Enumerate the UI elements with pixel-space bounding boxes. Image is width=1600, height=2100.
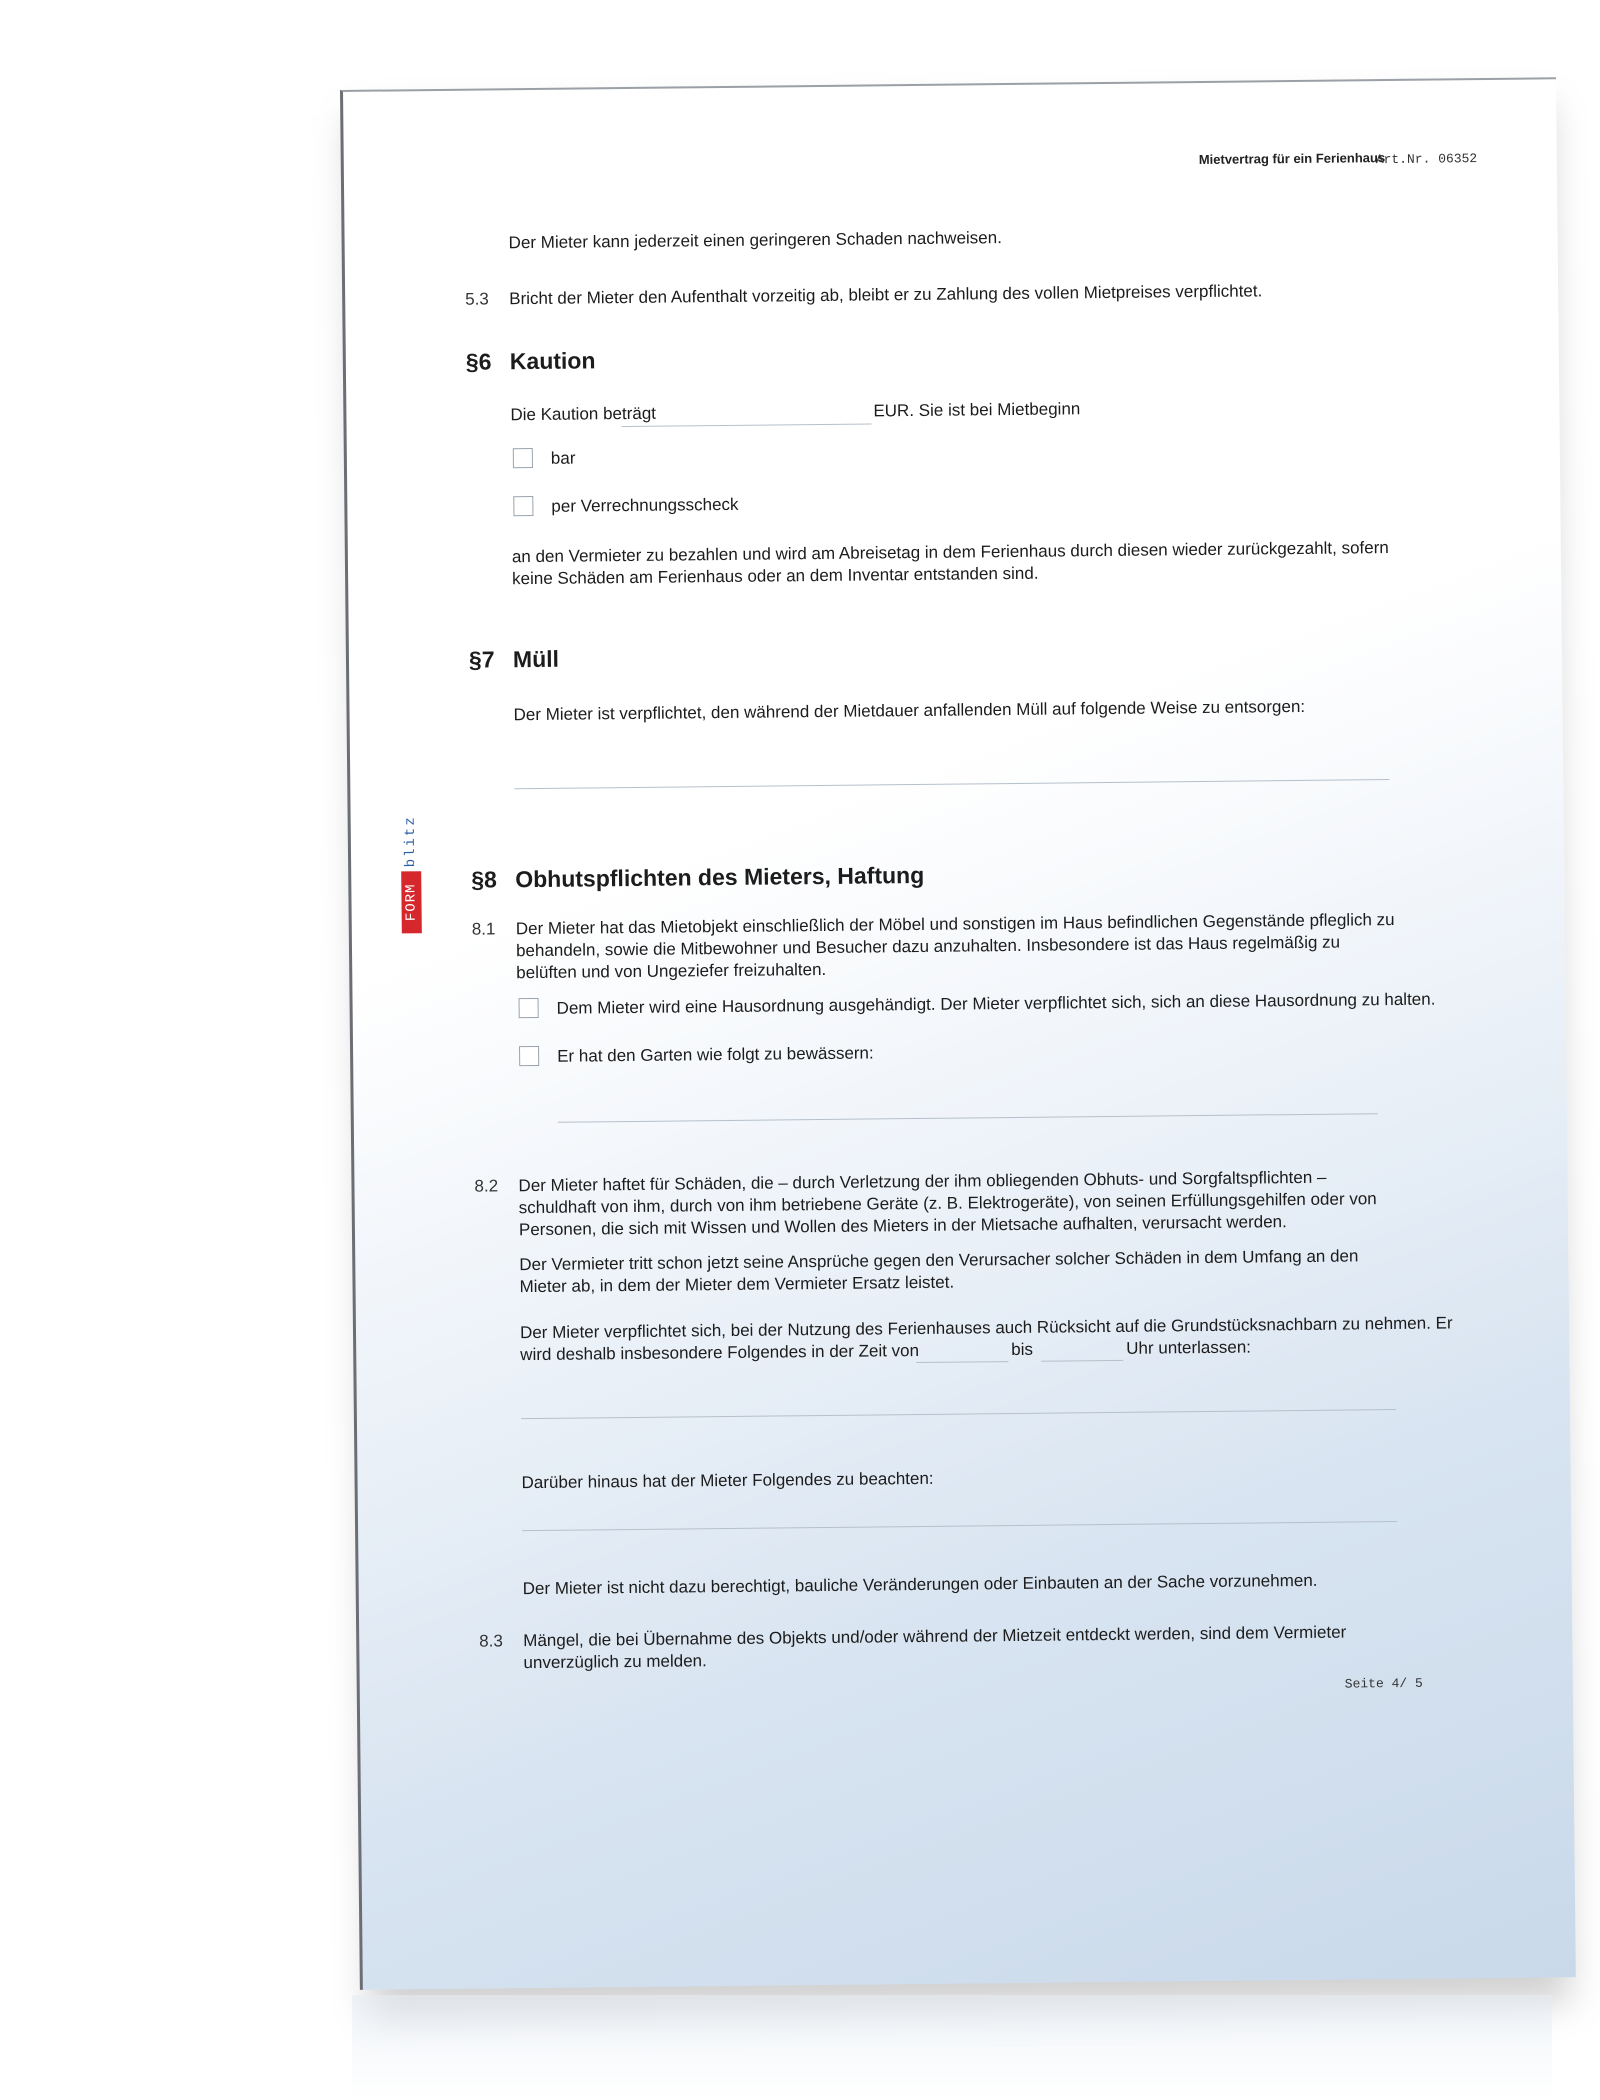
muell-paragraph: Der Mieter ist verpflichtet, den während der Mietdauer anfallenden Müll auf folgende Weise zu entsorgen:: [513, 696, 1306, 725]
document-title: Mietvertrag für ein Ferienhaus: [1198, 150, 1386, 168]
checkbox-hausordnung[interactable]: [519, 998, 539, 1018]
section-8-number: §8: [471, 866, 498, 893]
clause-5-3-text: Bricht der Mieter den Aufenthalt vorzeitig ab, bleibt er zu Zahlung des vollen Mietpreises verpflichtet.: [509, 281, 1263, 309]
clause-8-1-number: 8.1: [471, 919, 496, 939]
logo-text: [400, 781, 422, 933]
clause-8-1-text: Der Mieter hat das Mietobjekt einschließlich der Möbel und sonstigen im Haus befindlichen Gegenstände pfleglich zu behandeln, sowie die Mitbewohner und Besucher dazu anzuhalten. Insbesondere ist das Haus regelmäßig zu belüften und von Ungeziefer freizuhalten.: [515, 910, 1395, 983]
article-number: Art.Nr. 06352: [1375, 151, 1478, 168]
page-number: Seite 4/ 5: [1344, 1675, 1423, 1692]
logo-form: FORM: [403, 883, 420, 922]
option-scheck-label: per Verrechnungsscheck: [551, 494, 739, 516]
page-reflection: [352, 1995, 1552, 2100]
clause-8-2-number: 8.2: [474, 1176, 499, 1196]
clause-5-3-number: 5.3: [465, 289, 489, 309]
zu-beachten-label: Darüber hinaus hat der Mieter Folgendes zu beachten:: [521, 1468, 934, 1493]
section-6-number: §6: [465, 348, 492, 375]
logo-blitz: blitz: [402, 815, 420, 868]
clause-8-2-assignment: Der Vermieter tritt schon jetzt seine Ansprüche gegen den Verursacher solcher Schäden in dem Umfang an den Mieter ab, in dem der Mieter dem Vermieter Ersatz leistet.: [519, 1246, 1359, 1297]
beachten-entry-line[interactable]: [522, 1521, 1397, 1531]
garten-entry-line[interactable]: [558, 1113, 1378, 1123]
time-from-field[interactable]: [916, 1361, 1008, 1363]
kaution-paragraph: an den Vermieter zu bezahlen und wird am Abreisetag in dem Ferienhaus durch diesen wieder zurückgezahlt, sofern keine Schäden am Ferienhaus oder an dem Inventar entstanden sind.: [511, 538, 1389, 589]
hausordnung-label: Dem Mieter wird eine Hausordnung ausgehändigt. Der Mieter verpflichtet sich, sich an diese Hausordnung zu halten.: [556, 989, 1436, 1018]
clause-8-2-neighbours-line1: Der Mieter verpflichtet sich, bei der Nutzung des Ferienhauses auch Rücksicht auf die Grundstücksnachbarn zu nehmen. Er: [519, 1313, 1453, 1343]
section-7-title: Müll: [512, 645, 560, 673]
clause-8-2-neighbours-line2: wird deshalb insbesondere Folgendes in der Zeit von: [520, 1341, 920, 1365]
clause-8-3-number: 8.3: [479, 1631, 503, 1651]
checkbox-verrechnungsscheck[interactable]: [513, 496, 533, 516]
section-6-title: Kaution: [509, 347, 596, 375]
garten-label: Er hat den Garten wie folgt zu bewässern:: [557, 1043, 874, 1066]
section-8-title: Obhutspflichten des Mieters, Haftung: [515, 861, 925, 893]
muell-entry-line[interactable]: [514, 779, 1389, 789]
checkbox-garten[interactable]: [519, 1046, 539, 1066]
document-page: [340, 77, 1576, 1990]
kaution-label: Die Kaution beträgt: [510, 403, 657, 425]
checkbox-bar[interactable]: [513, 448, 533, 468]
bauliche-veraenderungen-text: Der Mieter ist nicht dazu berechtigt, bauliche Veränderungen oder Einbauten an der Sache vorzunehmen.: [522, 1570, 1318, 1599]
kaution-amount-field[interactable]: [622, 423, 872, 427]
unterlassen-entry-line[interactable]: [521, 1409, 1396, 1419]
option-bar-label: bar: [550, 448, 576, 468]
time-to-field[interactable]: [1041, 1360, 1123, 1362]
time-uhr-label: Uhr unterlassen:: [1126, 1337, 1252, 1358]
s5-continuation: Der Mieter kann jederzeit einen geringeren Schaden nachweisen.: [508, 228, 1002, 253]
formblitz-logo: [400, 781, 422, 933]
clause-8-2-text: Der Mieter haftet für Schäden, die – durch Verletzung der ihm obliegenden Obhuts- und Sorgfaltspflichten – schuldhaft von ihm, durch von ihm betriebene Geräte (z. B. Elektrogeräte), von seinen Erfüllungsgehilfen oder von Personen, die sich mit Wissen und Wollen des Mieters in der Mietsache aufhalten, verursacht werden.: [518, 1167, 1377, 1240]
section-7-number: §7: [468, 646, 495, 673]
time-bis-label: bis: [1011, 1339, 1034, 1360]
kaution-currency-text: EUR. Sie ist bei Mietbeginn: [873, 399, 1081, 421]
clause-8-3-text: Mängel, die bei Übernahme des Objekts und/oder während der Mietzeit entdeckt werden, sind dem Vermieter unverzüglich zu melden.: [523, 1622, 1347, 1673]
